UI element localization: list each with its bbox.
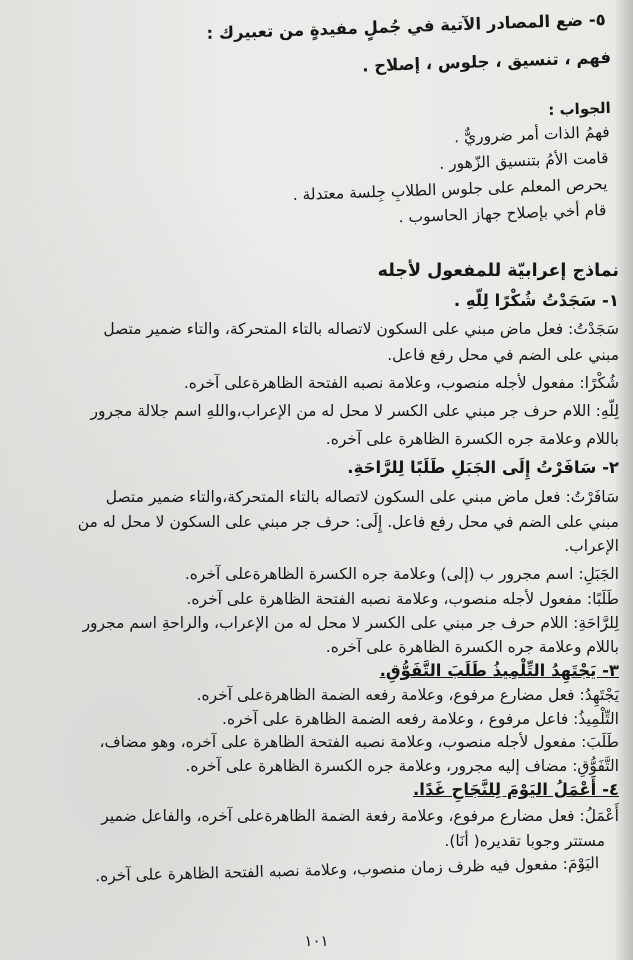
parse-line: سَافَرْتُ: فعل ماض مبني على السكون لاتصاله بالتاء المتحركة،والتاء ضمير متصل — [105, 488, 619, 506]
example-sentence: ٤- أَعْمَلُ اليَوْمَ لِلنَّجَاحِ غَدًا. — [412, 780, 619, 799]
answer-line: فهمُ الذات أمر ضروريٌّ . — [453, 122, 610, 147]
answer-line: قام أخي بإصلاح جهاز الحاسوب . — [398, 201, 607, 227]
parse-line: باللام وعلامة جره الكسرة الظاهرة على آخره. — [325, 638, 619, 656]
exercise-question: ٥- ضع المصادر الآتية في جُملٍ مفيدةٍ من تعبيرك : — [206, 9, 606, 43]
parse-line: طَلَبًا: مفعول لأجله منصوب، وعلامة نصبه الفتحة الظاهرة على آخره. — [186, 590, 619, 608]
parse-line: مستتر وجوبا تقديره( أنَا). — [444, 832, 605, 850]
parse-line: سَجَدْتُ: فعل ماض مبني على السكون لاتصاله بالتاء المتحركة، والتاء ضمير متصل — [103, 320, 619, 338]
example-sentence: ٢- سَافَرْتُ إِلَى الجَبَلِ طَلَبًا لِلرَّاحَةِ. — [347, 458, 619, 477]
parse-line: لِلّهِ: اللام حرف جر مبني على الكسر لا محل له من الإعراب،واللهِ اسم جلالة مجرور — [90, 402, 619, 420]
parse-line: التَّفَوُّقِ: مضاف إليه مجرور، وعلامة جره الكسرة الظاهرة على آخره. — [185, 757, 619, 775]
parse-line: الإعراب. — [564, 537, 619, 555]
parse-line: شُكْرًا: مفعول لأجله منصوب، وعلامة نصبه الفتحة الظاهرةعلى آخره. — [183, 374, 619, 392]
parse-line: طَلَبَ: مفعول لأجله منصوب، وعلامة نصبه الفتحة الظاهرة على آخره، وهو مضاف، — [99, 733, 619, 751]
parse-line: مبني على الضم في محل رفع فاعل. — [387, 346, 619, 364]
page-number: ١٠١ — [304, 932, 329, 950]
answer-label: الجواب : — [548, 98, 612, 120]
parse-line: الجَبَلِ: اسم مجرور ب (إلى) وعلامة جره الكسرة الظاهرةعلى آخره. — [184, 565, 619, 583]
section-title: نماذج إعرابيّة للمفعول لأجله — [377, 261, 619, 281]
example-sentence: ٣- يَجْتَهِدُ التِّلْمِيذُ طَلَبَ التَّفَوُّقِ. — [379, 661, 619, 680]
example-sentence: ١- سَجَدْتُ شُكْرًا لِلّهِ . — [453, 291, 619, 310]
parse-line: اليَوْمَ: مفعول فيه ظرف زمان منصوب، وعلامة نصبه الفتحة الظاهرة على آخره. — [94, 854, 600, 886]
answer-line: يحرص المعلم على جلوس الطلابِ جِلسة معتدلة . — [292, 175, 608, 204]
parse-line: لِلرَّاحَةِ: اللام حرف جر مبني على الكسر لا محل له من الإعراب، والراحةِ اسم مجرور — [82, 614, 619, 632]
answer-line: قامت الأمُ بتنسيق الزّهور . — [438, 148, 609, 173]
parse-line: التِّلْمِيذُ: فاعل مرفوع ، وعلامة رفعه الضمة الظاهرة على آخره. — [222, 710, 619, 728]
parse-line: باللام وعلامة جره الكسرة الظاهرة على آخره. — [325, 430, 619, 448]
parse-line: أَعْمَلُ: فعل مضارع مرفوع، وعلامة رفعة الضمة الظاهرةعلى آخره، والفاعل ضمير — [101, 807, 619, 825]
parse-line: مبني على الضم في محل رفع فاعل. إِلَى: حرف جر مبني على السكون لا محل له من — [77, 513, 619, 531]
exercise-section — [0, 0, 633, 252]
exercise-words: فهم ، تنسيق ، جلوس ، إصلاح . — [361, 47, 612, 76]
parse-line: يَجْتَهِدُ: فعل مضارع مرفوع، وعلامة رفعه الضمة الظاهرةعلى آخره. — [196, 686, 619, 704]
